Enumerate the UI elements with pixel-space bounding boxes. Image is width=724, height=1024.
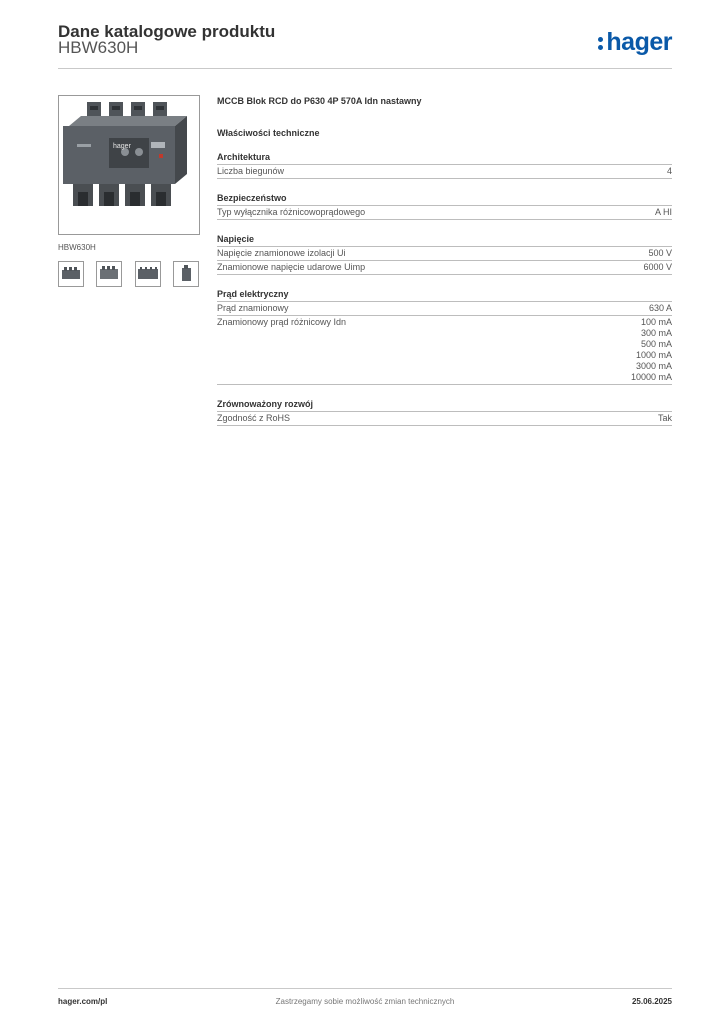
technical-data <box>217 96 672 426</box>
spec-value: A HI <box>654 207 672 217</box>
header-divider <box>58 68 672 69</box>
document-title: Dane katalogowe produktu <box>58 22 276 41</box>
spec-value-list <box>631 317 672 383</box>
group-title: Prąd elektryczny <box>217 289 672 302</box>
spec-label: Znamionowy prąd różnicowy Idn <box>217 317 347 327</box>
page-footer <box>58 988 672 1017</box>
spec-value: 3000 mA <box>635 361 672 371</box>
rcd-block-illustration-icon <box>59 96 199 234</box>
spec-row <box>217 165 672 179</box>
spec-value: 100 mA <box>640 317 672 327</box>
group-voltage <box>217 234 672 275</box>
page-header <box>58 22 672 70</box>
hager-logo <box>598 28 672 57</box>
thumbnail-top[interactable] <box>96 261 122 287</box>
logo-dots-icon <box>598 34 603 50</box>
group-title: Architektura <box>217 152 672 165</box>
thumbnail-side[interactable] <box>135 261 161 287</box>
thumbnail-image-icon <box>97 262 121 286</box>
group-architecture <box>217 152 672 179</box>
spec-label: Liczba biegunów <box>217 166 285 176</box>
footer-date: 25.06.2025 <box>631 997 672 1006</box>
group-sustainability <box>217 399 672 426</box>
group-title: Napięcie <box>217 234 672 247</box>
spec-label: Napięcie znamionowe izolacji Ui <box>217 248 346 258</box>
spec-row <box>217 261 672 275</box>
product-image-panel <box>58 95 200 289</box>
thumbnail-image-icon <box>59 262 83 286</box>
spec-value: 10000 mA <box>630 372 672 382</box>
thumbnail-strip <box>58 261 200 289</box>
spec-label: Znamionowe napięcie udarowe Uimp <box>217 262 366 272</box>
product-code: HBW630H <box>58 38 139 57</box>
logo-text: hager <box>606 28 672 56</box>
svg-text:hager: hager <box>113 143 131 150</box>
group-current <box>217 289 672 385</box>
spec-value: 630 A <box>648 303 672 313</box>
spec-label: Typ wyłącznika różnicowoprądowego <box>217 207 366 217</box>
footer-divider <box>58 988 672 989</box>
spec-value: 300 mA <box>640 328 672 338</box>
footer-disclaimer: Zastrzegamy sobie możliwość zmian technicznych <box>275 997 455 1006</box>
spec-row <box>217 206 672 220</box>
thumbnail-image-icon <box>136 262 160 286</box>
spec-label: Zgodność z RoHS <box>217 413 291 423</box>
thumbnail-image-icon <box>174 262 198 286</box>
footer-website-link[interactable]: hager.com/pl <box>58 997 108 1006</box>
spec-row <box>217 247 672 261</box>
spec-value: 1000 mA <box>635 350 672 360</box>
image-caption: HBW630H <box>58 243 96 252</box>
product-name: MCCB Blok RCD do P630 4P 570A Idn nastawny <box>217 96 422 106</box>
spec-row <box>217 316 672 385</box>
group-safety <box>217 193 672 220</box>
spec-row <box>217 302 672 316</box>
spec-value: 6000 V <box>643 262 672 272</box>
spec-value: 500 mA <box>640 339 672 349</box>
thumbnail-front[interactable] <box>58 261 84 287</box>
spec-row <box>217 412 672 426</box>
spec-label: Prąd znamionowy <box>217 303 289 313</box>
spec-value: Tak <box>657 413 672 423</box>
spec-value: 4 <box>666 166 672 176</box>
product-image[interactable] <box>58 95 200 235</box>
thumbnail-profile[interactable] <box>173 261 199 287</box>
group-title: Bezpieczeństwo <box>217 193 672 206</box>
group-title: Zrównoważony rozwój <box>217 399 672 412</box>
spec-value: 500 V <box>648 248 672 258</box>
section-title: Właściwości techniczne <box>217 128 320 138</box>
